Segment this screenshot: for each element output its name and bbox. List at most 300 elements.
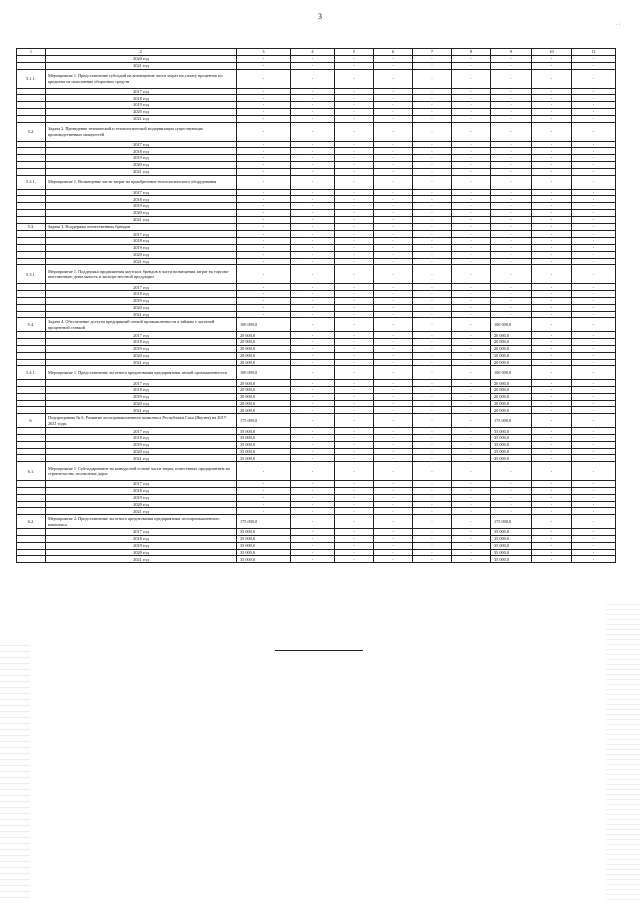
row-number-cell xyxy=(17,161,46,168)
value-cell: - xyxy=(291,549,335,556)
row-number-cell xyxy=(17,231,46,238)
item-name-cell: Мероприятие 1. Субсидирование на конкурсной основе части затрат, понесенных предприятием на строительство лесовозных дорог xyxy=(46,462,237,481)
value-cell: - xyxy=(374,102,413,109)
value-cell: - xyxy=(291,196,335,203)
value-cell: - xyxy=(572,69,616,88)
value-cell: - xyxy=(374,175,413,189)
value-cell: - xyxy=(532,231,572,238)
value-cell: 35 000,0 xyxy=(237,542,291,549)
row-number-cell xyxy=(17,556,46,563)
value-cell: 35 000,0 xyxy=(491,529,532,536)
value-cell: - xyxy=(452,244,491,251)
value-cell: - xyxy=(335,462,374,481)
value-cell: - xyxy=(491,501,532,508)
value-cell: - xyxy=(491,148,532,155)
value-cell: - xyxy=(291,95,335,102)
value-cell: - xyxy=(374,304,413,311)
row-number-cell: 5.4. xyxy=(17,318,46,332)
year-cell: 2021 год xyxy=(46,407,237,414)
value-cell: - xyxy=(335,488,374,495)
value-cell: - xyxy=(413,291,452,298)
value-cell: - xyxy=(452,380,491,387)
table-row xyxy=(17,366,616,380)
value-cell: - xyxy=(532,501,572,508)
value-cell: - xyxy=(452,359,491,366)
row-number-cell: 5.3. xyxy=(17,223,46,231)
value-cell: 100 000,0 xyxy=(491,318,532,332)
value-cell: - xyxy=(237,265,291,284)
value-cell: - xyxy=(237,148,291,155)
value-cell: - xyxy=(335,508,374,515)
value-cell: - xyxy=(491,311,532,318)
value-cell: - xyxy=(374,95,413,102)
value-cell: 20 000,0 xyxy=(491,359,532,366)
value-cell: 175 000,0 xyxy=(237,414,291,428)
year-cell: 2020 год xyxy=(46,251,237,258)
row-number-cell xyxy=(17,148,46,155)
value-cell: - xyxy=(532,69,572,88)
value-cell: - xyxy=(452,515,491,529)
value-cell: - xyxy=(374,122,413,141)
value-cell: - xyxy=(532,542,572,549)
year-cell: 2021 год xyxy=(46,455,237,462)
year-cell: 2020 год xyxy=(46,108,237,115)
value-cell: 175 000,0 xyxy=(491,515,532,529)
value-cell: - xyxy=(572,189,616,196)
value-cell: - xyxy=(452,542,491,549)
value-cell: - xyxy=(413,244,452,251)
value-cell: - xyxy=(237,462,291,481)
year-cell: 2019 год xyxy=(46,155,237,162)
table-body xyxy=(17,49,616,563)
value-cell: - xyxy=(532,284,572,291)
value-cell: - xyxy=(452,345,491,352)
value-cell: - xyxy=(491,231,532,238)
value-cell: - xyxy=(413,549,452,556)
year-cell: 2020 год xyxy=(46,352,237,359)
value-cell: - xyxy=(491,304,532,311)
value-cell: - xyxy=(413,141,452,148)
value-cell: - xyxy=(532,95,572,102)
value-cell: - xyxy=(572,448,616,455)
value-cell: - xyxy=(452,284,491,291)
value-cell: - xyxy=(374,339,413,346)
value-cell: - xyxy=(452,141,491,148)
table-row xyxy=(17,108,616,115)
value-cell: - xyxy=(291,332,335,339)
value-cell: - xyxy=(491,102,532,109)
row-number-cell: 5.1.1. xyxy=(17,69,46,88)
value-cell: - xyxy=(237,168,291,175)
value-cell: - xyxy=(491,216,532,223)
value-cell: - xyxy=(237,258,291,265)
value-cell: - xyxy=(237,209,291,216)
value-cell: - xyxy=(291,238,335,245)
value-cell: - xyxy=(291,108,335,115)
value-cell: - xyxy=(452,332,491,339)
value-cell: - xyxy=(413,69,452,88)
value-cell: - xyxy=(374,414,413,428)
budget-table xyxy=(16,48,616,563)
value-cell: - xyxy=(413,481,452,488)
header-cell: 11 xyxy=(572,49,616,56)
value-cell: - xyxy=(572,556,616,563)
table-row xyxy=(17,387,616,394)
value-cell: - xyxy=(452,108,491,115)
value-cell: - xyxy=(413,258,452,265)
table-row xyxy=(17,69,616,88)
table-row xyxy=(17,352,616,359)
value-cell: - xyxy=(491,95,532,102)
table-row xyxy=(17,95,616,102)
table-row xyxy=(17,508,616,515)
row-number-cell xyxy=(17,380,46,387)
value-cell: - xyxy=(291,501,335,508)
value-cell: - xyxy=(532,339,572,346)
value-cell: - xyxy=(532,488,572,495)
year-cell: 2017 год xyxy=(46,141,237,148)
value-cell: 35 000,0 xyxy=(491,536,532,543)
value-cell: - xyxy=(374,393,413,400)
table-row xyxy=(17,238,616,245)
value-cell: 20 000,0 xyxy=(491,339,532,346)
value-cell: - xyxy=(452,203,491,210)
value-cell: - xyxy=(532,345,572,352)
value-cell: - xyxy=(335,352,374,359)
value-cell: - xyxy=(452,448,491,455)
value-cell: - xyxy=(237,203,291,210)
value-cell: - xyxy=(452,56,491,63)
value-cell: - xyxy=(374,428,413,435)
year-cell: 2017 год xyxy=(46,189,237,196)
value-cell: - xyxy=(572,400,616,407)
value-cell: - xyxy=(374,69,413,88)
table-row xyxy=(17,244,616,251)
value-cell: - xyxy=(335,400,374,407)
value-cell: 20 000,0 xyxy=(491,387,532,394)
value-cell: - xyxy=(452,339,491,346)
year-cell: 2018 год xyxy=(46,95,237,102)
value-cell: - xyxy=(237,175,291,189)
value-cell: - xyxy=(491,244,532,251)
value-cell: - xyxy=(374,462,413,481)
value-cell: - xyxy=(452,291,491,298)
value-cell: - xyxy=(335,95,374,102)
value-cell: - xyxy=(291,488,335,495)
value-cell: - xyxy=(572,366,616,380)
value-cell: 35 000,0 xyxy=(491,441,532,448)
value-cell: - xyxy=(413,115,452,122)
row-number-cell: 6. xyxy=(17,414,46,428)
value-cell: - xyxy=(291,122,335,141)
table-row xyxy=(17,501,616,508)
value-cell: - xyxy=(237,115,291,122)
value-cell: - xyxy=(374,258,413,265)
value-cell: - xyxy=(335,339,374,346)
row-number-cell xyxy=(17,542,46,549)
value-cell: 20 000,0 xyxy=(237,345,291,352)
value-cell: 20 000,0 xyxy=(491,352,532,359)
year-cell: 2020 год xyxy=(46,400,237,407)
table-row xyxy=(17,304,616,311)
value-cell: - xyxy=(237,196,291,203)
header-cell: 1 xyxy=(17,49,46,56)
value-cell: - xyxy=(374,209,413,216)
value-cell: - xyxy=(452,189,491,196)
table-row xyxy=(17,209,616,216)
value-cell: - xyxy=(374,542,413,549)
value-cell: - xyxy=(413,366,452,380)
value-cell: - xyxy=(374,203,413,210)
value-cell: - xyxy=(572,494,616,501)
value-cell: - xyxy=(452,223,491,231)
value-cell: - xyxy=(374,216,413,223)
value-cell: - xyxy=(335,481,374,488)
value-cell: - xyxy=(452,168,491,175)
value-cell: - xyxy=(335,161,374,168)
table-row xyxy=(17,168,616,175)
value-cell: - xyxy=(491,69,532,88)
value-cell: - xyxy=(532,556,572,563)
value-cell: - xyxy=(491,56,532,63)
value-cell: - xyxy=(413,462,452,481)
value-cell: - xyxy=(452,311,491,318)
value-cell: - xyxy=(291,380,335,387)
value-cell: - xyxy=(374,359,413,366)
value-cell: - xyxy=(532,216,572,223)
row-number-cell xyxy=(17,428,46,435)
scan-margin-artifact-right xyxy=(606,600,640,900)
value-cell: - xyxy=(452,488,491,495)
year-cell: 2018 год xyxy=(46,387,237,394)
value-cell: - xyxy=(452,435,491,442)
item-name-cell: Задача 3. Поддержка отечественных брендов xyxy=(46,223,237,231)
value-cell: - xyxy=(413,387,452,394)
value-cell: - xyxy=(452,304,491,311)
table-row xyxy=(17,251,616,258)
value-cell: - xyxy=(291,223,335,231)
value-cell: - xyxy=(335,414,374,428)
value-cell: - xyxy=(413,238,452,245)
value-cell: - xyxy=(413,345,452,352)
value-cell: - xyxy=(532,238,572,245)
table-row xyxy=(17,481,616,488)
value-cell: - xyxy=(572,216,616,223)
value-cell: - xyxy=(237,88,291,95)
year-cell: 2017 год xyxy=(46,529,237,536)
value-cell: - xyxy=(452,549,491,556)
value-cell: - xyxy=(335,56,374,63)
value-cell: 20 000,0 xyxy=(237,387,291,394)
value-cell: - xyxy=(374,387,413,394)
value-cell: - xyxy=(291,56,335,63)
value-cell: - xyxy=(413,529,452,536)
value-cell: - xyxy=(335,148,374,155)
value-cell: - xyxy=(532,380,572,387)
value-cell: - xyxy=(291,203,335,210)
row-number-cell xyxy=(17,189,46,196)
value-cell: - xyxy=(335,501,374,508)
value-cell: - xyxy=(452,238,491,245)
value-cell: 20 000,0 xyxy=(491,393,532,400)
value-cell: - xyxy=(491,196,532,203)
value-cell: - xyxy=(532,141,572,148)
value-cell: - xyxy=(291,508,335,515)
value-cell: 35 000,0 xyxy=(237,428,291,435)
value-cell: - xyxy=(335,515,374,529)
value-cell: - xyxy=(491,238,532,245)
table-row xyxy=(17,62,616,69)
value-cell: - xyxy=(452,62,491,69)
year-cell: 2019 год xyxy=(46,441,237,448)
value-cell: - xyxy=(374,297,413,304)
row-number-cell xyxy=(17,141,46,148)
value-cell: - xyxy=(335,393,374,400)
value-cell: - xyxy=(491,481,532,488)
year-cell: 2021 год xyxy=(46,216,237,223)
year-cell: 2020 год xyxy=(46,448,237,455)
value-cell: - xyxy=(452,196,491,203)
value-cell: - xyxy=(452,122,491,141)
value-cell: - xyxy=(532,414,572,428)
item-name-cell: Мероприятие 1. Предоставление льготного кредитования предприятиям легкой промышленности xyxy=(46,366,237,380)
row-number-cell xyxy=(17,238,46,245)
row-number-cell xyxy=(17,435,46,442)
value-cell: - xyxy=(452,88,491,95)
row-number-cell xyxy=(17,209,46,216)
value-cell: - xyxy=(335,223,374,231)
value-cell: - xyxy=(572,291,616,298)
value-cell: - xyxy=(452,265,491,284)
value-cell: - xyxy=(291,141,335,148)
value-cell: - xyxy=(291,359,335,366)
value-cell: - xyxy=(491,462,532,481)
value-cell: - xyxy=(452,508,491,515)
value-cell: - xyxy=(413,223,452,231)
value-cell: - xyxy=(291,155,335,162)
value-cell: - xyxy=(335,122,374,141)
value-cell: - xyxy=(335,189,374,196)
value-cell: - xyxy=(374,311,413,318)
value-cell: - xyxy=(452,441,491,448)
value-cell: - xyxy=(572,393,616,400)
value-cell: - xyxy=(237,223,291,231)
row-number-cell xyxy=(17,108,46,115)
year-cell: 2021 год xyxy=(46,168,237,175)
value-cell: - xyxy=(374,284,413,291)
value-cell: 35 000,0 xyxy=(491,428,532,435)
value-cell: - xyxy=(572,428,616,435)
year-cell: 2017 год xyxy=(46,231,237,238)
value-cell: - xyxy=(572,311,616,318)
value-cell: - xyxy=(291,339,335,346)
value-cell: - xyxy=(291,414,335,428)
value-cell: - xyxy=(532,56,572,63)
value-cell: - xyxy=(491,284,532,291)
value-cell: - xyxy=(413,231,452,238)
year-cell: 2020 год xyxy=(46,56,237,63)
year-cell: 2017 год xyxy=(46,88,237,95)
value-cell: - xyxy=(374,494,413,501)
value-cell: - xyxy=(335,115,374,122)
value-cell: - xyxy=(374,488,413,495)
value-cell: - xyxy=(291,175,335,189)
value-cell: - xyxy=(335,345,374,352)
value-cell: - xyxy=(452,258,491,265)
value-cell: - xyxy=(452,494,491,501)
item-name-cell: Мероприятие 1. Предоставление субсидий на возмещение части затрат на уплату процентов по кредитам на пополнение оборотных средств xyxy=(46,69,237,88)
value-cell: - xyxy=(532,400,572,407)
value-cell: 35 000,0 xyxy=(237,455,291,462)
value-cell: - xyxy=(452,115,491,122)
year-cell: 2021 год xyxy=(46,115,237,122)
row-number-cell xyxy=(17,88,46,95)
table-row xyxy=(17,155,616,162)
value-cell: 35 000,0 xyxy=(237,556,291,563)
value-cell: - xyxy=(413,536,452,543)
table-row xyxy=(17,428,616,435)
value-cell: - xyxy=(491,168,532,175)
value-cell: - xyxy=(335,494,374,501)
value-cell: - xyxy=(413,284,452,291)
value-cell: - xyxy=(374,318,413,332)
value-cell: - xyxy=(532,549,572,556)
value-cell: - xyxy=(374,88,413,95)
row-number-cell xyxy=(17,62,46,69)
item-name-cell: Задача 4. Обеспечение доступа предприятий легкой промышленности к займам с льготной процентной ставкой xyxy=(46,318,237,332)
value-cell: - xyxy=(413,148,452,155)
value-cell: - xyxy=(335,359,374,366)
value-cell: - xyxy=(532,318,572,332)
table-row xyxy=(17,435,616,442)
value-cell: - xyxy=(491,251,532,258)
value-cell: - xyxy=(452,155,491,162)
value-cell: - xyxy=(335,455,374,462)
row-number-cell xyxy=(17,196,46,203)
year-cell: 2021 год xyxy=(46,62,237,69)
value-cell: 35 000,0 xyxy=(237,536,291,543)
value-cell: - xyxy=(452,501,491,508)
value-cell: - xyxy=(291,115,335,122)
table-row xyxy=(17,56,616,63)
value-cell: - xyxy=(572,414,616,428)
value-cell: - xyxy=(374,155,413,162)
value-cell: - xyxy=(452,536,491,543)
row-number-cell xyxy=(17,441,46,448)
value-cell: - xyxy=(237,122,291,141)
value-cell: - xyxy=(374,196,413,203)
value-cell: - xyxy=(572,196,616,203)
value-cell: - xyxy=(237,304,291,311)
value-cell: - xyxy=(572,175,616,189)
row-number-cell xyxy=(17,304,46,311)
value-cell: - xyxy=(374,407,413,414)
value-cell: - xyxy=(291,148,335,155)
value-cell: - xyxy=(491,297,532,304)
item-name-cell: Мероприятие 2. Предоставление льготного кредитования предприятиям лесопромышленного комплекса xyxy=(46,515,237,529)
value-cell: - xyxy=(413,488,452,495)
value-cell: - xyxy=(452,175,491,189)
value-cell: - xyxy=(572,258,616,265)
year-cell: 2021 год xyxy=(46,359,237,366)
value-cell: - xyxy=(335,284,374,291)
value-cell: - xyxy=(532,529,572,536)
value-cell: - xyxy=(491,88,532,95)
value-cell: - xyxy=(237,102,291,109)
value-cell: - xyxy=(532,189,572,196)
value-cell: - xyxy=(291,448,335,455)
value-cell: - xyxy=(532,62,572,69)
